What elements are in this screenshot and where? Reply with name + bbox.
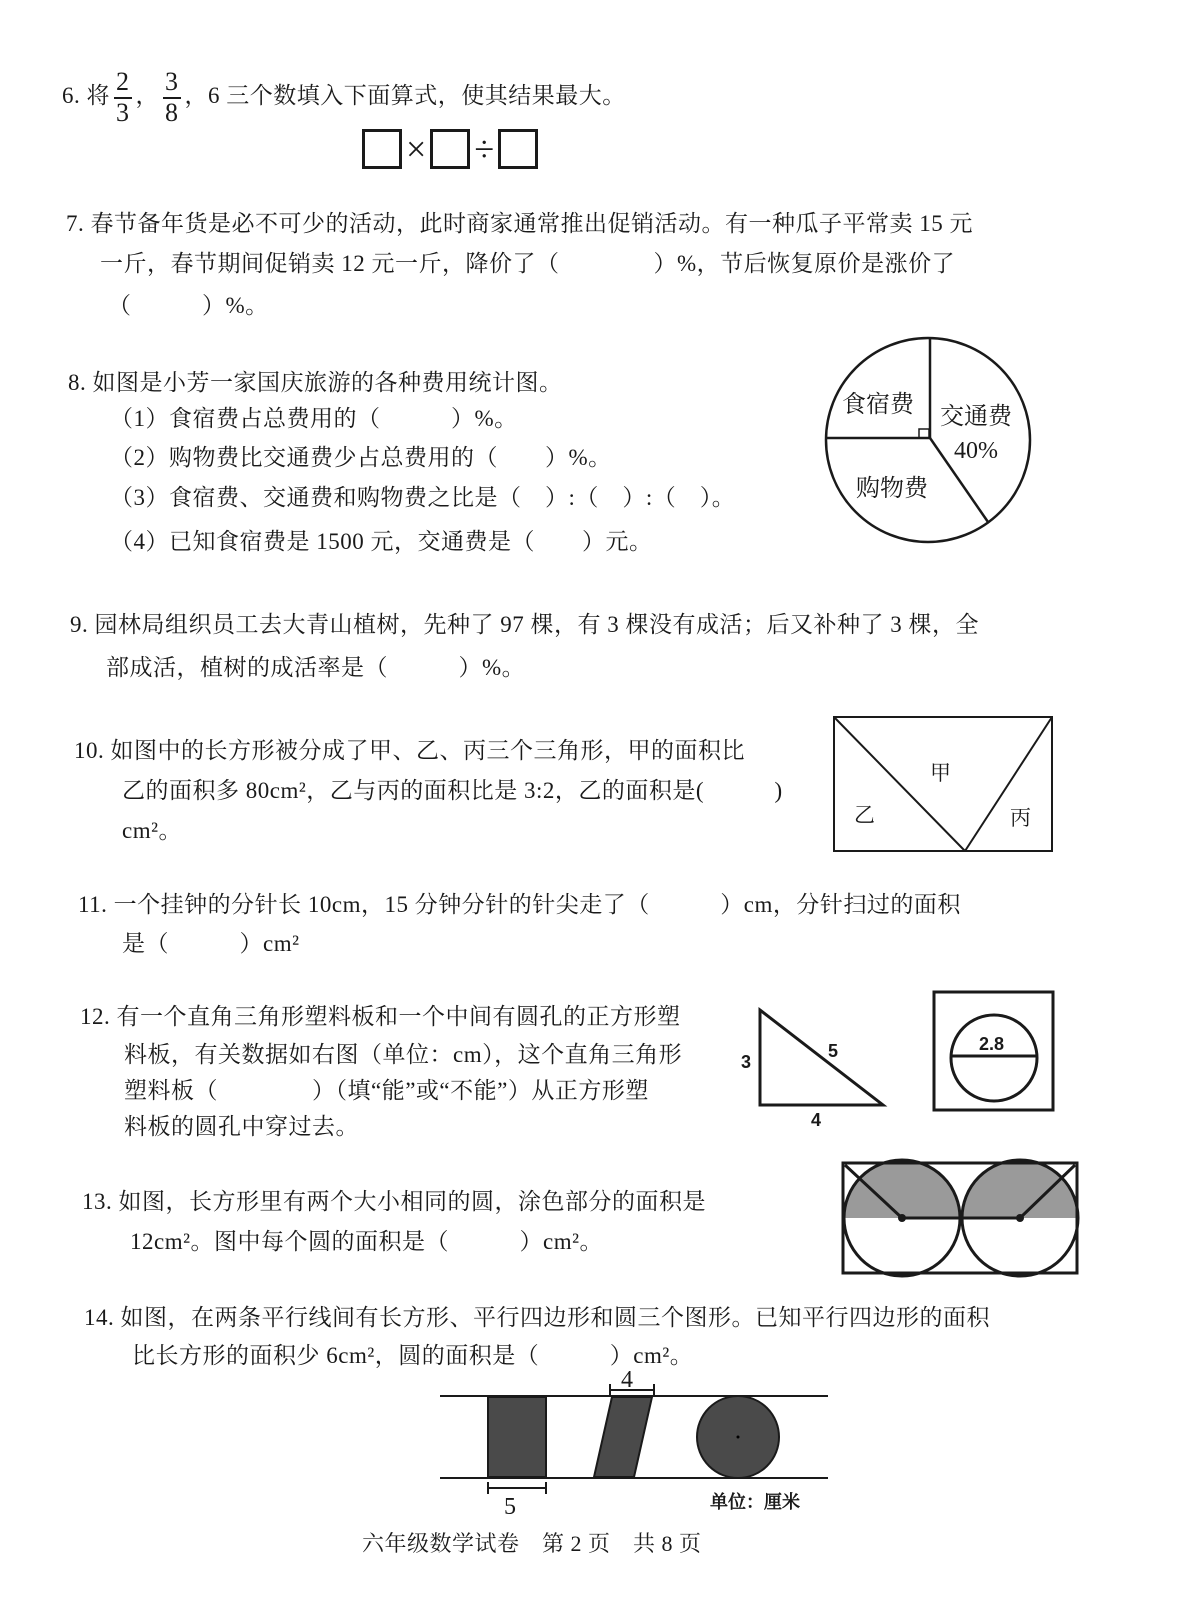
question-10-line2: 乙的面积多 80cm²，乙与丙的面积比是 3:2，乙的面积是( ) xyxy=(122,778,783,803)
fraction-2-3: $\frac{2}{3}$ xyxy=(116,67,130,127)
question-6: 6. 将 $\frac{2}{3}$ ， $\frac{3}{8}$ ，6 三个数填入下面算式，使其结果最大。 xyxy=(62,67,626,127)
parallelogram-shape xyxy=(594,1397,652,1477)
pie-chart xyxy=(826,338,1030,542)
label-side-3: 3 xyxy=(741,1052,752,1072)
label-side-4: 4 xyxy=(811,1110,822,1130)
question-7-line1: 7. 春节备年货是必不可少的活动，此时商家通常推出促销活动。有一种瓜子平常卖 15 元 xyxy=(66,211,973,236)
question-10-line1: 10. 如图中的长方形被分成了甲、乙、丙三个三角形，甲的面积比 xyxy=(74,738,745,763)
page-footer: 六年级数学试卷 第 2 页 共 8 页 xyxy=(362,1531,702,1556)
question-9-line1: 9. 园林局组织员工去大青山植树，先种了 97 棵，有 3 棵没有成活；后又补种了 3 棵，全 xyxy=(70,612,979,637)
question-9-line2: 部成活，植树的成活率是（ ）%。 xyxy=(106,655,526,680)
pie-label-transport-pct: 40% xyxy=(954,438,998,464)
rectangle-shape xyxy=(488,1397,546,1477)
unit-label: 单位：厘米 xyxy=(710,1492,800,1512)
pie-outline xyxy=(826,338,1030,542)
question-7-line3: （ ）%。 xyxy=(108,293,269,318)
question-14-line2: 比长方形的面积少 6cm²，圆的面积是（ ）cm²。 xyxy=(132,1343,694,1368)
question-14-line1: 14. 如图，在两条平行线间有长方形、平行四边形和圆三个图形。已知平行四边形的面积 xyxy=(84,1305,990,1330)
right-angle-mark xyxy=(919,429,929,438)
label-width-4: 4 xyxy=(621,1367,633,1393)
label-diameter: 2.8 xyxy=(979,1034,1005,1054)
fraction-3-8: $\frac{3}{8}$ xyxy=(165,67,179,127)
question-11-line2: 是（ ）cm² xyxy=(122,931,300,956)
question-8-part4: （4）已知食宿费是 1500 元，交通费是（ ）元。 xyxy=(110,529,653,554)
question-11-line1: 11. 一个挂钟的分针长 10cm，15 分钟分针的针尖走了（ ）cm，分针扫过的面积 xyxy=(78,892,961,917)
question-12-line1: 12. 有一个直角三角形塑料板和一个中间有圆孔的正方形塑 xyxy=(80,1004,681,1029)
pie-label-shopping: 购物费 xyxy=(856,476,928,502)
q14-figure xyxy=(440,1384,828,1494)
expression-boxes: × ÷ xyxy=(362,128,538,170)
label-width-5: 5 xyxy=(504,1494,516,1520)
pie-label-food-lodging: 食宿费 xyxy=(842,392,914,418)
label-jia: 甲 xyxy=(930,761,951,785)
question-12-line4: 料板的圆孔中穿过去。 xyxy=(124,1114,359,1139)
label-side-5: 5 xyxy=(828,1041,839,1061)
label-bing: 丙 xyxy=(1010,806,1031,830)
q13-figure xyxy=(843,1160,1078,1276)
question-7-line2: 一斤，春节期间促销卖 12 元一斤，降价了（ ）%，节后恢复原价是涨价了 xyxy=(100,251,956,276)
question-13-line2: 12cm²。图中每个圆的面积是（ ）cm²。 xyxy=(130,1229,603,1254)
question-12-line3: 塑料板（ ）（填“能”或“不能”）从正方形塑 xyxy=(124,1078,649,1103)
question-8-part3: （3）食宿费、交通费和购物费之比是（ ）:（ ）:（ ）。 xyxy=(110,485,736,510)
question-12-line2: 料板，有关数据如右图（单位：cm），这个直角三角形 xyxy=(124,1042,683,1067)
q12-figures xyxy=(760,992,1053,1110)
question-13-line1: 13. 如图，长方形里有两个大小相同的圆，涂色部分的面积是 xyxy=(82,1189,706,1214)
pie-label-transport: 交通费 xyxy=(940,404,1012,430)
label-yi: 乙 xyxy=(854,803,875,827)
question-8-part1: （1）食宿费占总费用的（ ）%。 xyxy=(110,406,518,431)
question-10-line3: cm²。 xyxy=(122,818,182,843)
question-8-line1: 8. 如图是小芳一家国庆旅游的各种费用统计图。 xyxy=(68,370,563,395)
question-8-part2: （2）购物费比交通费少占总费用的（ ）%。 xyxy=(110,445,612,470)
